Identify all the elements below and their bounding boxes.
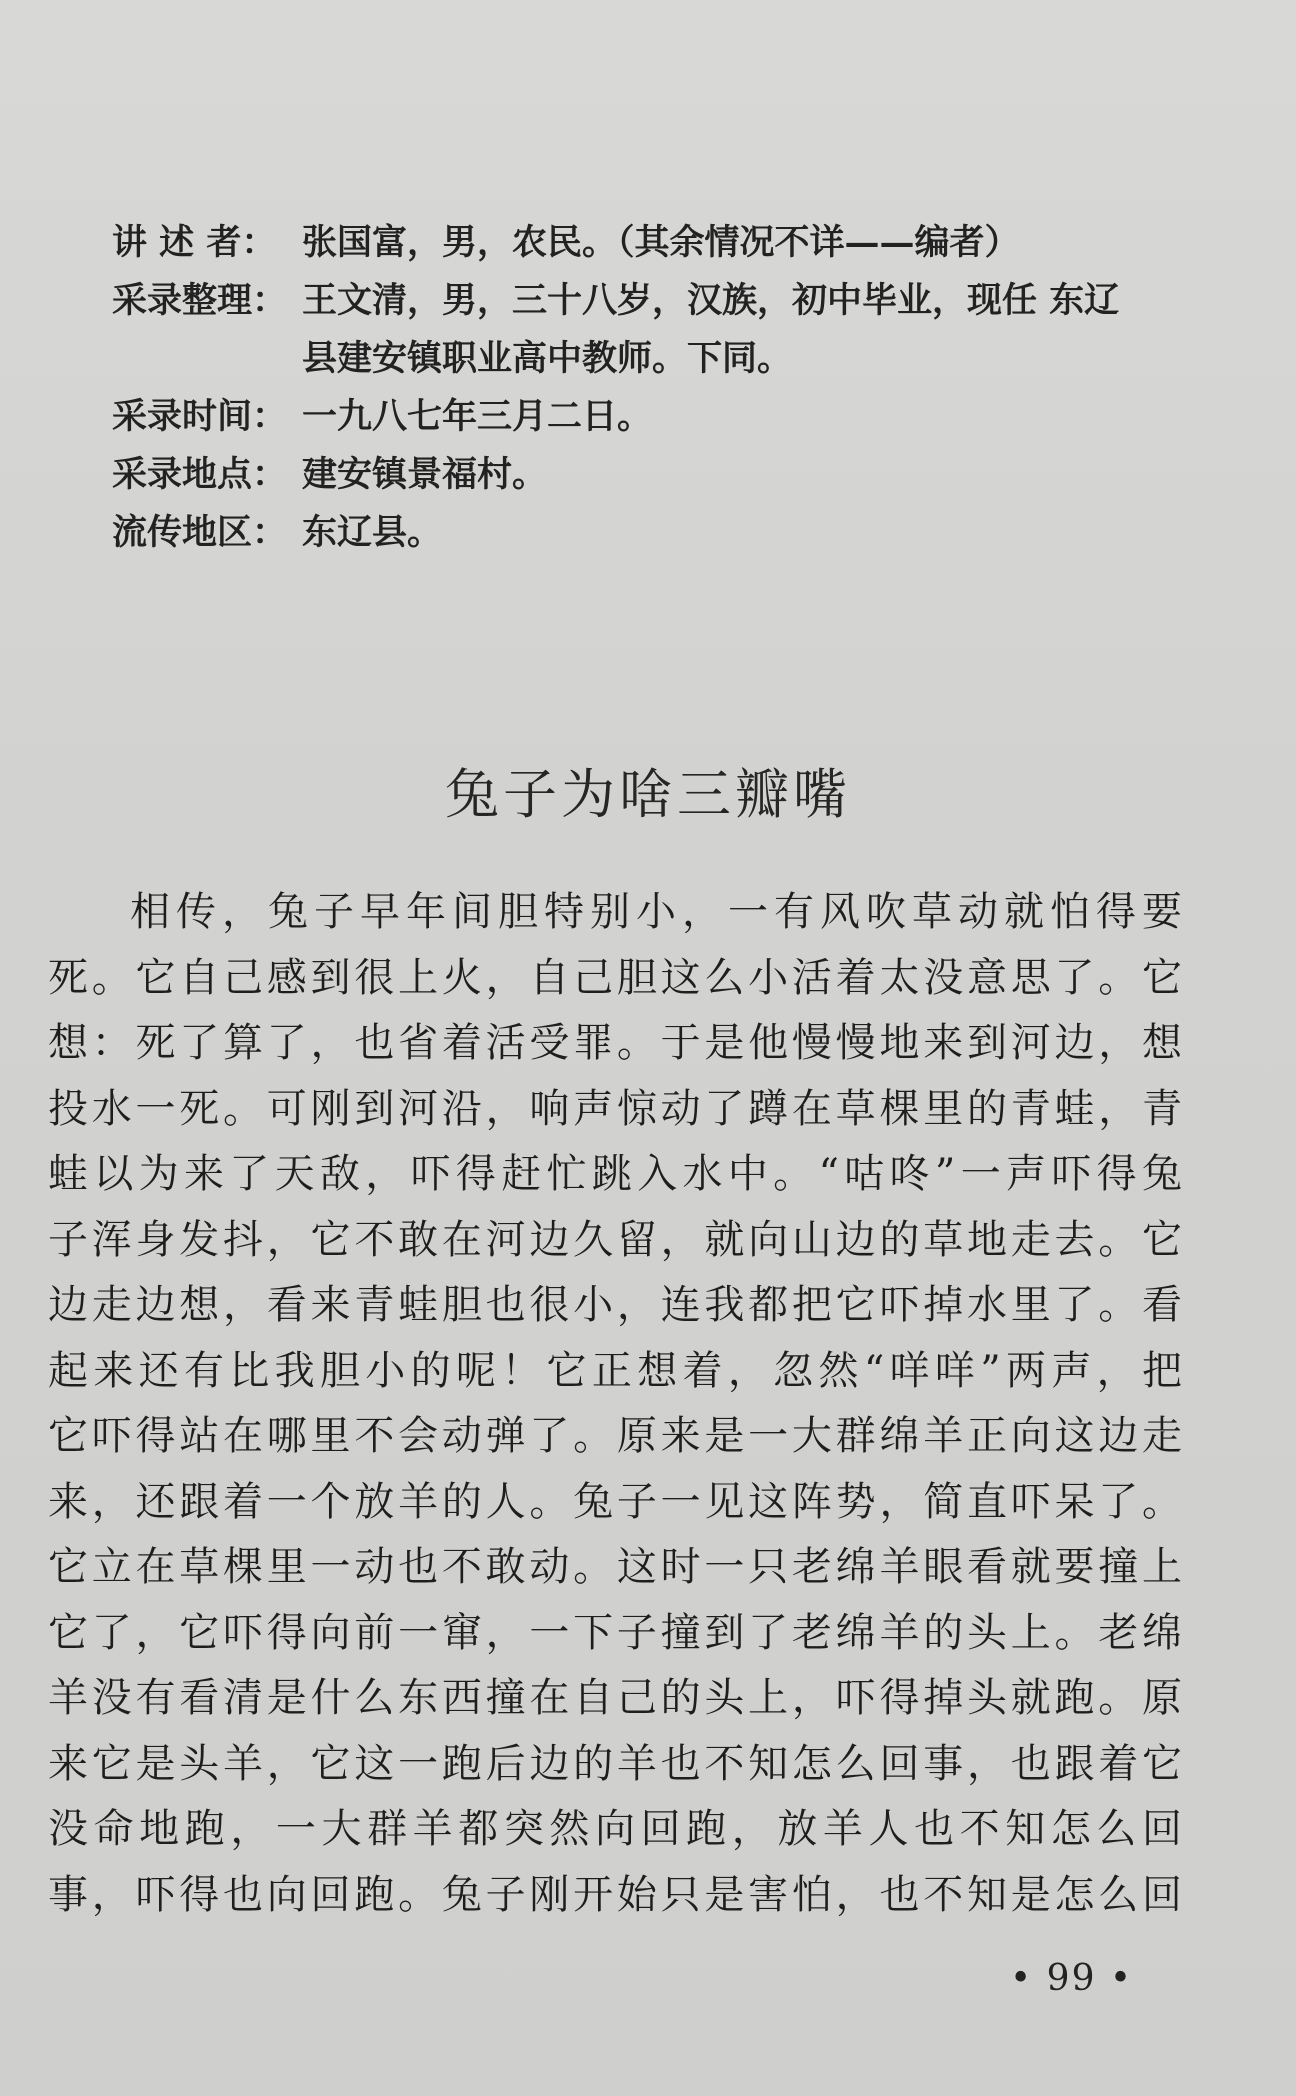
story-body [48, 880, 1182, 1928]
meta-row-recorder-continued [112, 330, 1192, 388]
body-line: 相传，兔子早年间胆特别小，一有风吹草动就怕得要 [130, 889, 1182, 935]
meta-row-record-time [112, 388, 1192, 446]
body-line: 它了，它吓得向前一窜，一下子撞到了老绵羊的头上。老绵 [48, 1609, 1182, 1656]
meta-row-narrator [112, 214, 1192, 272]
body-line: 蛙以为来了天敌，吓得赶忙跳入水中。“咕咚”一声吓得兔 [48, 1151, 1182, 1197]
body-line: 投水一死。可刚到河沿，响声惊动了蹲在草棵里的青蛙，青 [48, 1085, 1182, 1132]
body-line: 起来还有比我胆小的呢！它正想着，忽然“咩咩”两声，把 [48, 1347, 1182, 1394]
meta-label: 采录地点： [112, 454, 288, 495]
body-line: 事，吓得也向回跑。兔子刚开始只是害怕，也不知是怎么回 [48, 1871, 1182, 1918]
story-metadata [112, 214, 1192, 562]
page-number: • 99 • [1010, 1958, 1134, 1999]
meta-value: 县建安镇职业高中教师。下同。 [302, 338, 793, 379]
body-line: 想：死了算了，也省着活受罪。于是他慢慢地来到河边，想 [48, 1020, 1182, 1066]
body-line: 死。它自己感到很上火，自己胆这么小活着太没意思了。它 [48, 954, 1182, 1001]
meta-value: 王文清，男，三十八岁，汉族，初中毕业，现任 东辽 [302, 280, 1120, 321]
meta-row-region [112, 504, 1192, 562]
body-line: 子浑身发抖，它不敢在河边久留，就向山边的草地走去。它 [48, 1216, 1182, 1263]
body-line: 它立在草棵里一动也不敢动。这时一只老绵羊眼看就要撞上 [48, 1544, 1182, 1590]
meta-value: 东辽县。 [302, 512, 443, 553]
body-line: 羊没有看清是什么东西撞在自己的头上，吓得掉头就跑。原 [48, 1675, 1182, 1721]
body-line: 来，还跟着一个放羊的人。兔子一见这阵势，简直吓呆了。 [48, 1478, 1182, 1525]
meta-label: 采录整理： [112, 280, 288, 321]
meta-label: 采录时间： [112, 396, 288, 437]
body-line: 没命地跑，一大群羊都突然向回跑，放羊人也不知怎么回 [48, 1806, 1182, 1852]
meta-value: 建安镇景福村。 [302, 454, 548, 495]
story-title: 兔子为啥三瓣嘴 [445, 763, 851, 826]
body-line: 来它是头羊，它这一跑后边的羊也不知怎么回事，也跟着它 [48, 1740, 1182, 1787]
meta-label: 讲 述 者： [112, 222, 277, 263]
meta-row-record-place [112, 446, 1192, 504]
body-line: 它吓得站在哪里不会动弹了。原来是一大群绵羊正向这边走 [48, 1413, 1182, 1459]
meta-label: 流传地区： [112, 512, 288, 553]
meta-value: 一九八七年三月二日。 [302, 396, 653, 437]
meta-value: 张国富，男，农民。（其余情况不详——编者） [302, 222, 1020, 263]
body-line: 边走边想，看来青蛙胆也很小，连我都把它吓掉水里了。看 [48, 1282, 1182, 1328]
meta-row-recorder [112, 272, 1192, 330]
